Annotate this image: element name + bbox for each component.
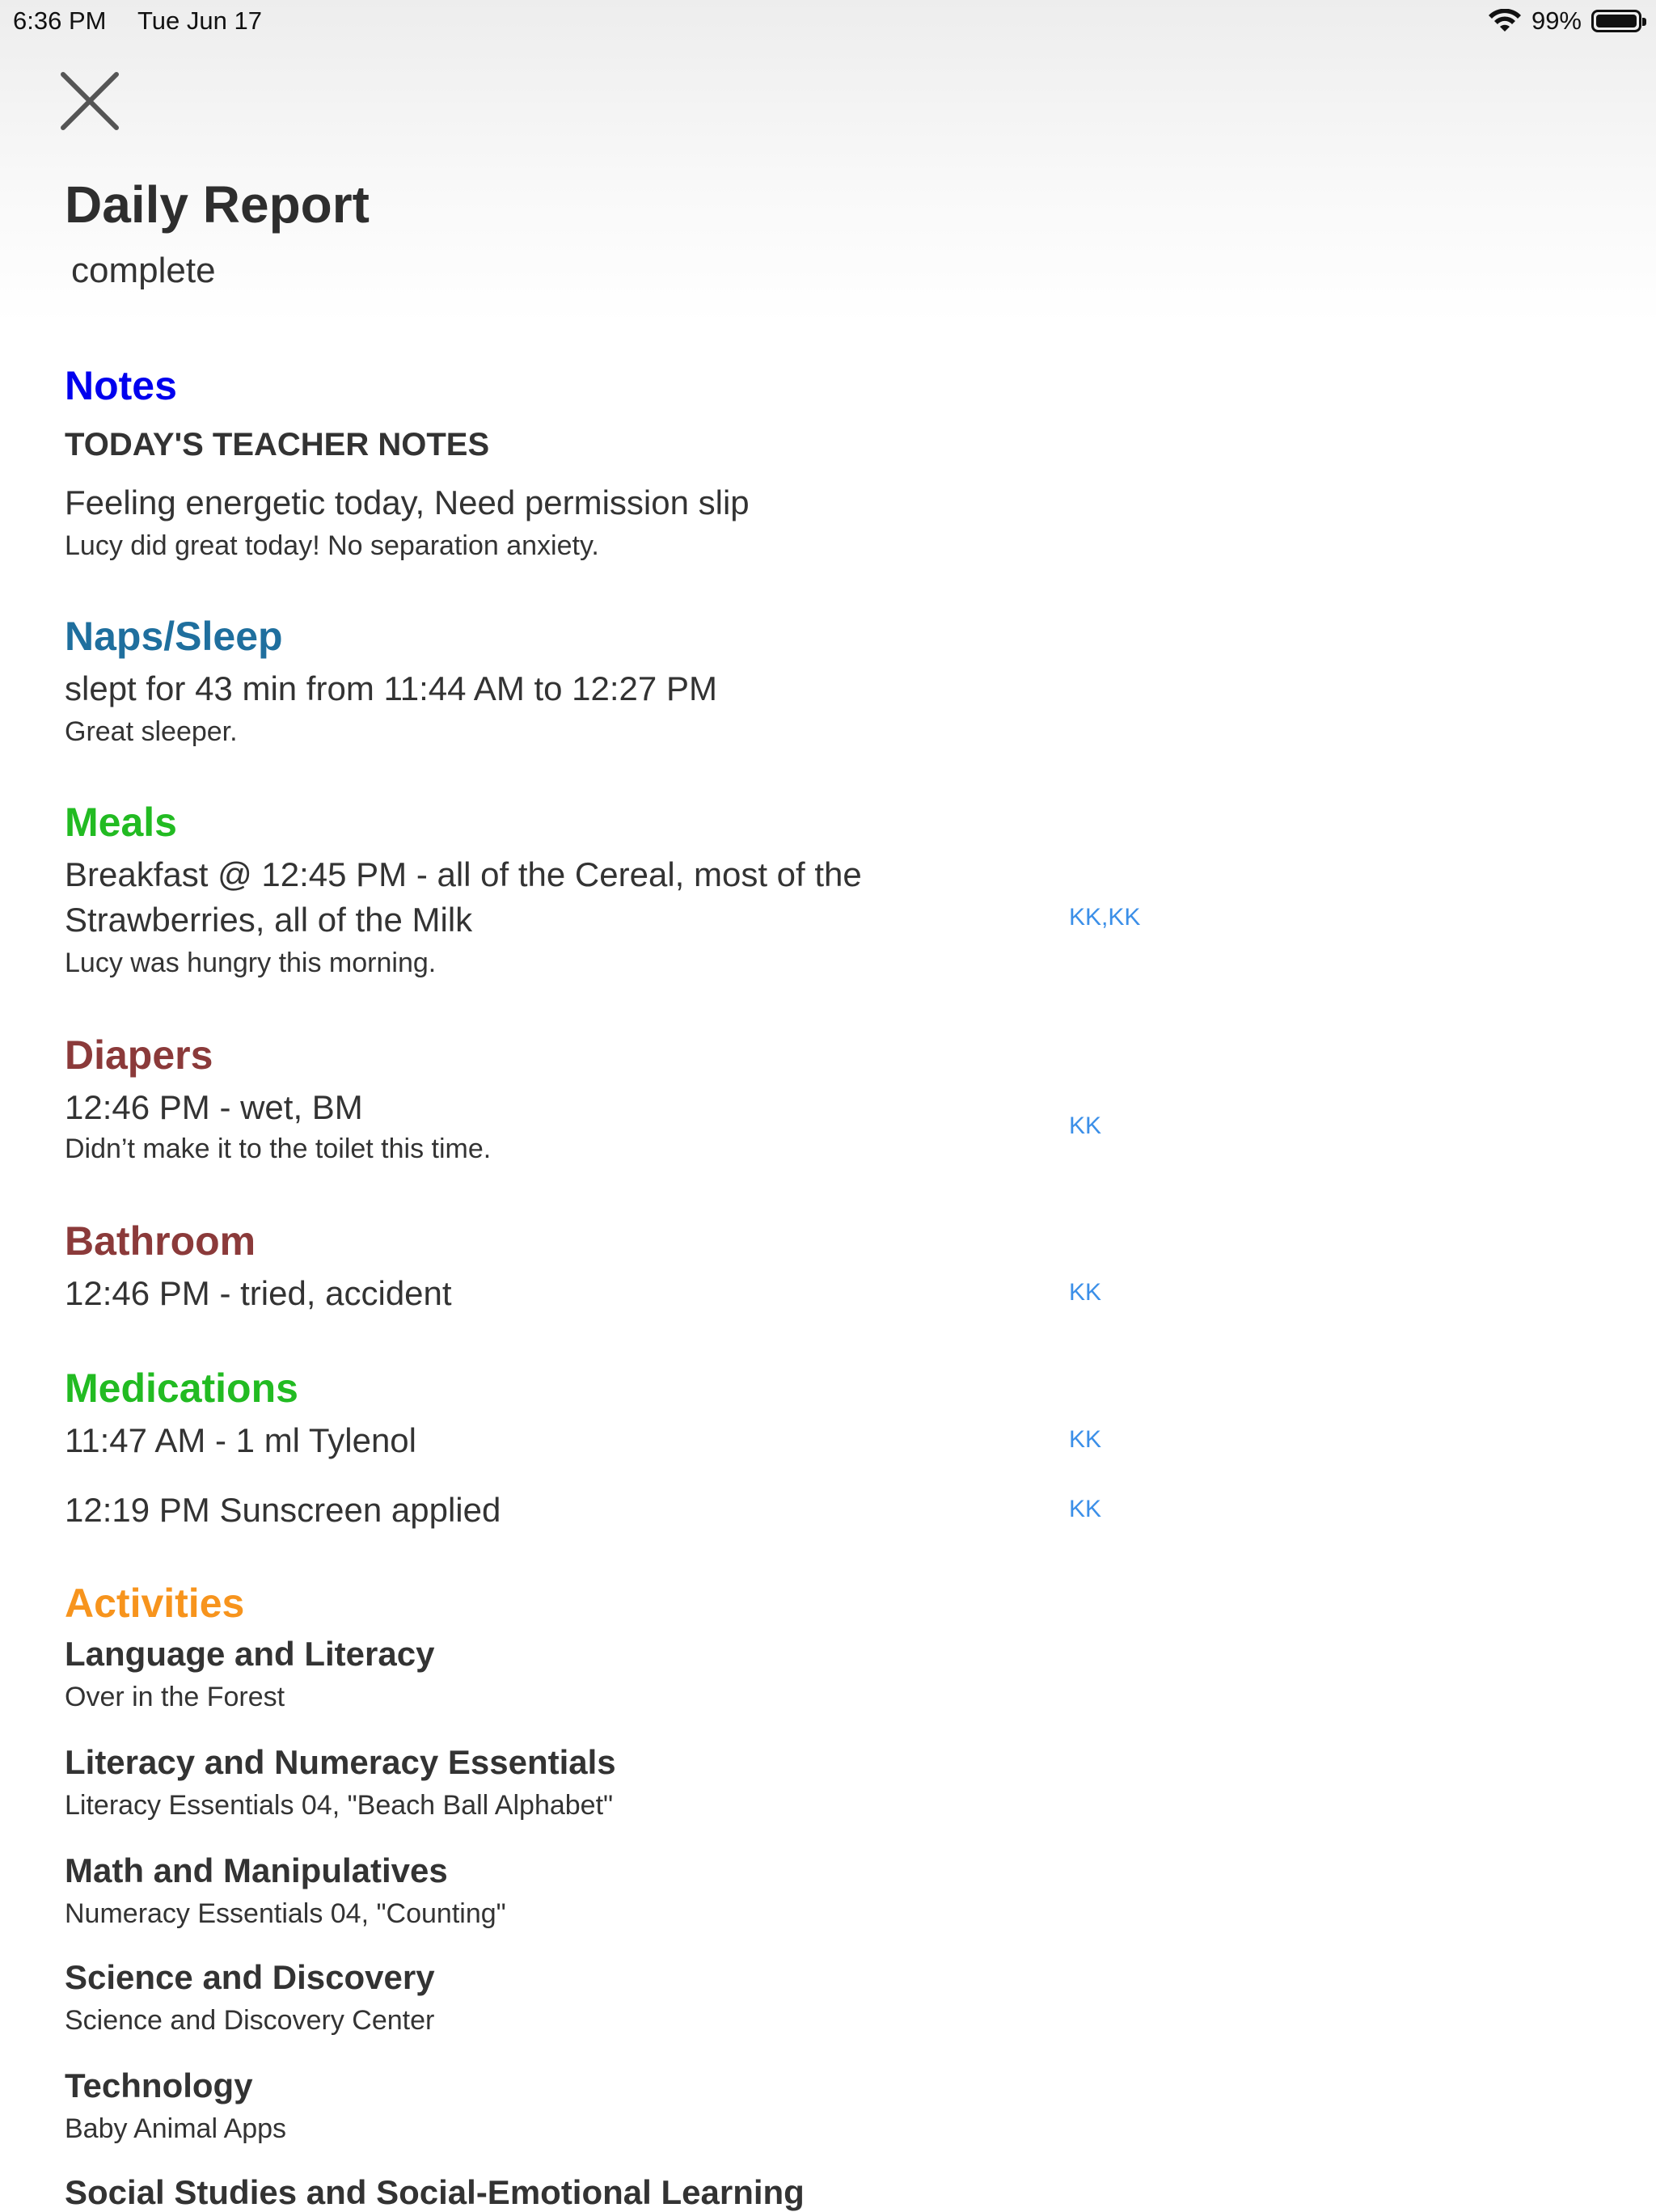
meals-detail: Lucy was hungry this morning. [65, 948, 437, 978]
section-title-activities: Activities [65, 1581, 245, 1626]
diapers-detail: Didn’t make it to the toilet this time. [65, 1133, 492, 1164]
activity-name: Science and Discovery [65, 1958, 435, 1996]
medication-item-text: 12:19 PM Sunscreen applied [65, 1491, 501, 1529]
diapers-text: 12:46 PM - wet, BM [65, 1088, 363, 1126]
bathroom-staff-link[interactable]: KK [1069, 1279, 1102, 1306]
activity-detail: Over in the Forest [65, 1682, 285, 1712]
notes-detail: Lucy did great today! No separation anxiety. [65, 530, 599, 561]
header-background [0, 0, 1656, 323]
status-indicators [1488, 6, 1641, 36]
diapers-staff-link[interactable]: KK [1069, 1112, 1102, 1139]
meals-staff-link[interactable]: KK,KK [1069, 904, 1141, 931]
medication-item-text: 11:47 AM - 1 ml Tylenol [65, 1421, 416, 1459]
activity-detail: Literacy Essentials 04, "Beach Ball Alphabet" [65, 1790, 614, 1821]
section-title-medications: Medications [65, 1366, 298, 1411]
close-icon[interactable] [58, 70, 121, 133]
status-bar [0, 0, 1656, 42]
activity-name: Language and Literacy [65, 1635, 435, 1673]
activity-detail: Science and Discovery Center [65, 2005, 435, 2036]
wifi-icon [1488, 9, 1522, 33]
meals-text-line1: Breakfast @ 12:45 PM - all of the Cereal, most of the [65, 855, 862, 893]
activity-name: Technology [65, 2066, 253, 2104]
bathroom-text: 12:46 PM - tried, accident [65, 1274, 452, 1312]
activity-name: Social Studies and Social-Emotional Learning [65, 2173, 805, 2211]
battery-percent: 99% [1531, 6, 1582, 35]
activity-detail: Baby Animal Apps [65, 2113, 287, 2144]
section-title-naps: Naps/Sleep [65, 614, 283, 659]
activity-name: Math and Manipulatives [65, 1851, 448, 1889]
activity-name: Literacy and Numeracy Essentials [65, 1743, 616, 1781]
status-time: 6:36 PM [13, 6, 107, 35]
medication-item-staff-link[interactable]: KK [1069, 1496, 1102, 1522]
report-status: complete [71, 251, 216, 290]
section-title-meals: Meals [65, 800, 177, 845]
teacher-notes-heading: TODAY'S TEACHER NOTES [65, 427, 490, 462]
section-title-bathroom: Bathroom [65, 1218, 256, 1264]
status-date: Tue Jun 17 [137, 6, 262, 35]
naps-text: slept for 43 min from 11:44 AM to 12:27 PM [65, 669, 717, 707]
meals-text-line2: Strawberries, all of the Milk [65, 901, 473, 939]
battery-level [1596, 15, 1637, 27]
notes-text: Feeling energetic today, Need permission slip [65, 483, 750, 521]
section-title-notes: Notes [65, 363, 177, 408]
page-title: Daily Report [65, 175, 370, 234]
medication-item-staff-link[interactable]: KK [1069, 1426, 1102, 1453]
section-title-diapers: Diapers [65, 1032, 213, 1078]
naps-detail: Great sleeper. [65, 716, 238, 747]
activity-detail: Numeracy Essentials 04, "Counting" [65, 1898, 506, 1929]
battery-icon [1591, 10, 1641, 32]
